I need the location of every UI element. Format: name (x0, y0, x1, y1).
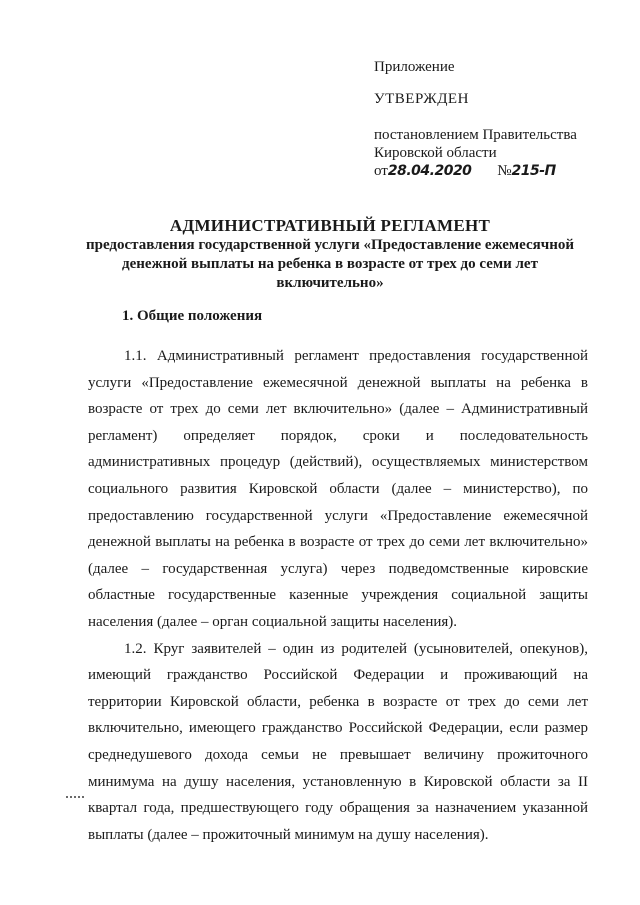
paragraph-1-1: 1.1. Административный регламент предоставления государственной услуги «Предоставление ежемесячной денежной выплаты на ребенка в возрасте от трех до семи лет включительно» (далее – Административный регламент) определяет порядок, сроки и последовательность административных процедур (действий), осуществляемых министерством социального развития Кировской области (далее – министерство), по предоставлению государственной услуги «Предоставление ежемесячной денежной выплаты на ребенка в возрасте от трех до семи лет включительно» (далее – государственная услуга) через подведомственные кировские областные государственные казенные учреждения социальной защиты населения (далее – орган социальной защиты населения). (88, 348, 588, 630)
approved-label: УТВЕРЖДЕН (374, 91, 469, 107)
paragraph-1-2: 1.2. Круг заявителей – один из родителей (усыновителей, опекунов), имеющий гражданство Российской Федерации и проживающий на территории Кировской области, ребенка в возрасте от трех до семи лет включительно, имеющего гражданство Российской Федерации, если размер среднедушевого дохода семьи не превышает величину прожиточного минимума на душу населения, установленную в Кировской области за II квартал года, предшествующего году обращения за назначением указанной выплаты (далее – прожиточный минимум на душу населения). (88, 640, 588, 843)
appendix-label: Приложение (374, 59, 455, 75)
resolution-line-2: Кировской области (374, 145, 497, 161)
title-sub-line-1: предоставления государственной услуги «Предоставление ежемесячной (85, 237, 575, 253)
date-prefix: от (374, 163, 388, 179)
title-sub-line-2: денежной выплаты на ребенка в возрасте от трех до семи лет (122, 256, 538, 272)
approval-block (374, 58, 614, 180)
scan-artifact (66, 796, 84, 800)
document-title (80, 216, 580, 293)
section-heading: 1. Общие положения (122, 308, 263, 324)
date-number-row (374, 162, 614, 180)
handwritten-date: 28.04.2020 (387, 163, 472, 179)
title-sub-line-3: включительно» (276, 275, 384, 291)
handwritten-number: 215-П (511, 163, 556, 179)
number-prefix: № (497, 163, 512, 179)
section-body (88, 343, 588, 848)
title-main: АДМИНИСТРАТИВНЫЙ РЕГЛАМЕНТ (169, 216, 491, 235)
resolution-line-1: постановлением Правительства (374, 127, 577, 143)
